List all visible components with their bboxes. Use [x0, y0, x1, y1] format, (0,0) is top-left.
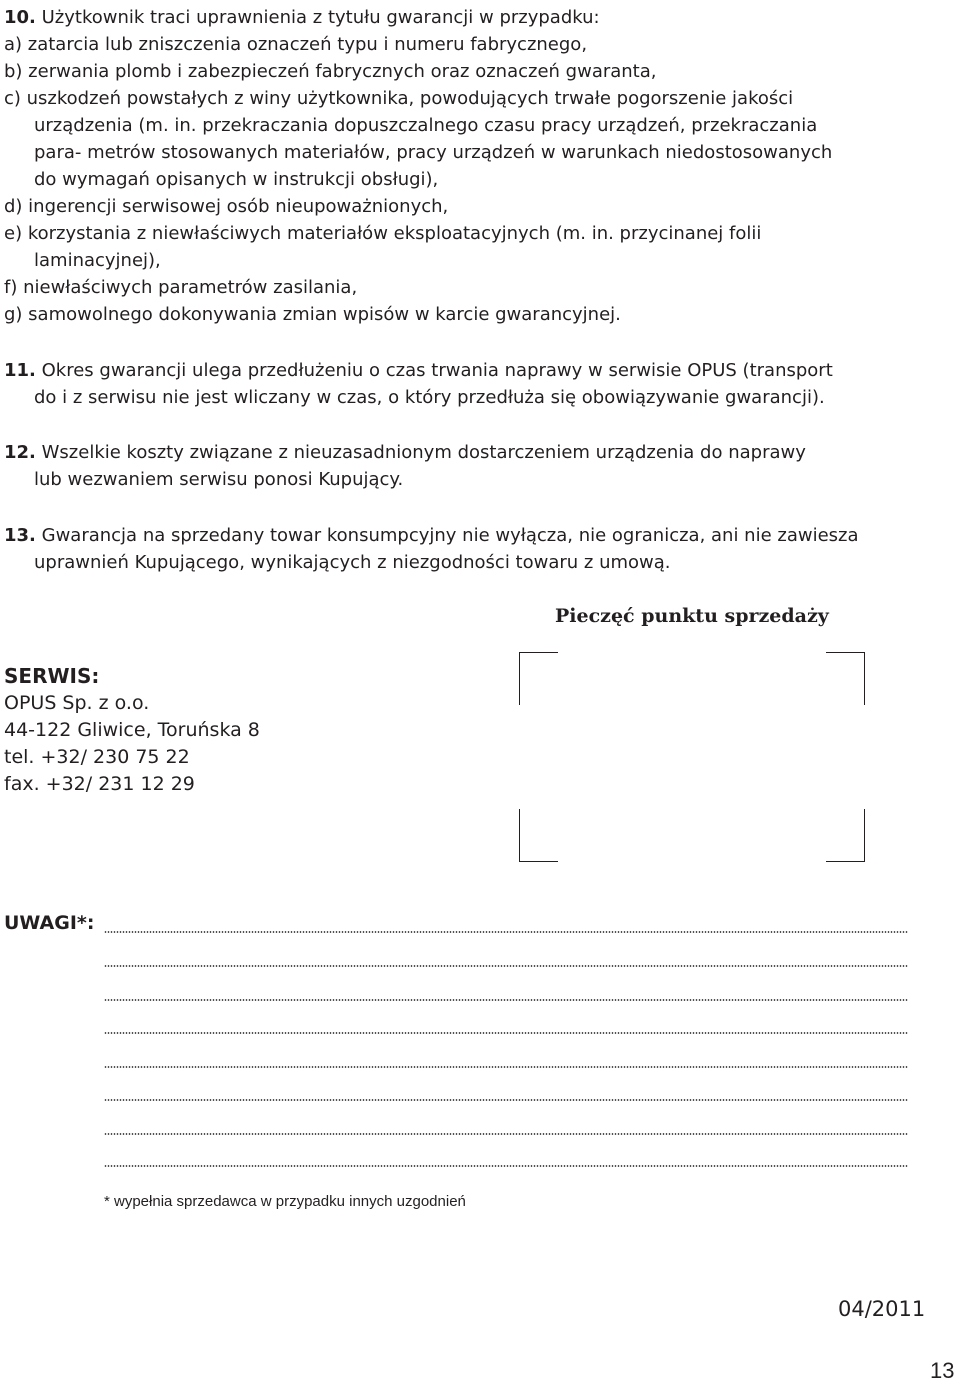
service-title: SERWIS:: [4, 664, 100, 688]
service-company: OPUS Sp. z o.o.: [4, 692, 150, 714]
item-line: f) niewłaściwych parametrów zasilania,: [4, 277, 358, 298]
section-12: [4, 439, 954, 493]
section-10-item-d: [4, 193, 954, 220]
page-number: 13: [930, 1358, 955, 1383]
section-11-line-2: do i z serwisu nie jest wliczany w czas, o który przedłuża się obowiązywanie gwarancji).: [34, 387, 825, 408]
item-line: do wymagań opisanych w instrukcji obsługi),: [34, 169, 439, 190]
service-phone: tel. +32/ 230 75 22: [4, 746, 190, 768]
notes-footnote: * wypełnia sprzedawca w przypadku innych uzgodnień: [104, 1193, 466, 1210]
section-10-item-e: [4, 220, 954, 274]
section-12-line-1: Wszelkie koszty związane z nieuzasadnionym dostarczeniem urządzenia do naprawy: [41, 442, 806, 463]
section-13: [4, 522, 954, 576]
section-13-line-2: uprawnień Kupującego, wynikających z niezgodności towaru z umową.: [34, 552, 671, 573]
section-10-item-b: [4, 58, 954, 85]
document-date: 04/2011: [838, 1297, 926, 1321]
section-number: 11.: [4, 360, 36, 381]
notes-line-1[interactable]: [104, 931, 908, 933]
stamp-title: Pieczęć punktu sprzedaży: [555, 605, 829, 627]
section-number: 10.: [4, 7, 36, 28]
stamp-corner-bottom-left: [519, 809, 558, 862]
item-line: d) ingerencji serwisowej osób nieupoważnionych,: [4, 196, 449, 217]
item-line: b) zerwania plomb i zabezpieczeń fabrycznych oraz oznaczeń gwaranta,: [4, 61, 657, 82]
item-line: urządzenia (m. in. przekraczania dopuszczalnego czasu pracy urządzeń, przekraczania: [34, 115, 818, 136]
section-10: [4, 4, 954, 328]
notes-line-5[interactable]: [104, 1066, 908, 1068]
item-line: g) samowolnego dokonywania zmian wpisów w karcie gwarancyjnej.: [4, 304, 621, 325]
section-11-line-1: Okres gwarancji ulega przedłużeniu o czas trwania naprawy w serwisie OPUS (transport: [41, 360, 833, 381]
notes-line-7[interactable]: [104, 1133, 908, 1135]
section-number: 13.: [4, 525, 36, 546]
item-line: a) zatarcia lub zniszczenia oznaczeń typu i numeru fabrycznego,: [4, 34, 588, 55]
item-line: laminacyjnej),: [34, 250, 161, 271]
notes-line-8[interactable]: [104, 1165, 908, 1167]
item-line: e) korzystania z niewłaściwych materiałów eksploatacyjnych (m. in. przycinanej folii: [4, 223, 762, 244]
service-contact: [4, 663, 260, 798]
notes-line-4[interactable]: [104, 1032, 908, 1034]
notes-line-6[interactable]: [104, 1099, 908, 1101]
item-line: para- metrów stosowanych materiałów, pracy urządzeń w warunkach niedostosowanych: [34, 142, 833, 163]
stamp-corner-bottom-right: [826, 809, 865, 862]
stamp-corner-top-right: [826, 652, 865, 705]
section-10-header: [4, 4, 954, 31]
section-10-item-c: [4, 85, 954, 193]
section-10-header-text: Użytkownik traci uprawnienia z tytułu gwarancji w przypadku:: [41, 7, 600, 28]
notes-label: UWAGI*:: [4, 912, 95, 934]
section-10-item-a: [4, 31, 954, 58]
section-13-line-1: Gwarancja na sprzedany towar konsumpcyjny nie wyłącza, nie ogranicza, ani nie zawiesza: [41, 525, 859, 546]
section-10-item-f: [4, 274, 954, 301]
stamp-corner-top-left: [519, 652, 558, 705]
service-fax: fax. +32/ 231 12 29: [4, 773, 195, 795]
item-line: c) uszkodzeń powstałych z winy użytkownika, powodujących trwałe pogorszenie jakości: [4, 88, 794, 109]
service-address: 44-122 Gliwice, Toruńska 8: [4, 719, 260, 741]
section-10-item-g: [4, 301, 954, 328]
section-12-line-2: lub wezwaniem serwisu ponosi Kupujący.: [34, 469, 404, 490]
notes-line-2[interactable]: [104, 965, 908, 967]
notes-line-3[interactable]: [104, 999, 908, 1001]
section-number: 12.: [4, 442, 36, 463]
section-11: [4, 357, 954, 411]
